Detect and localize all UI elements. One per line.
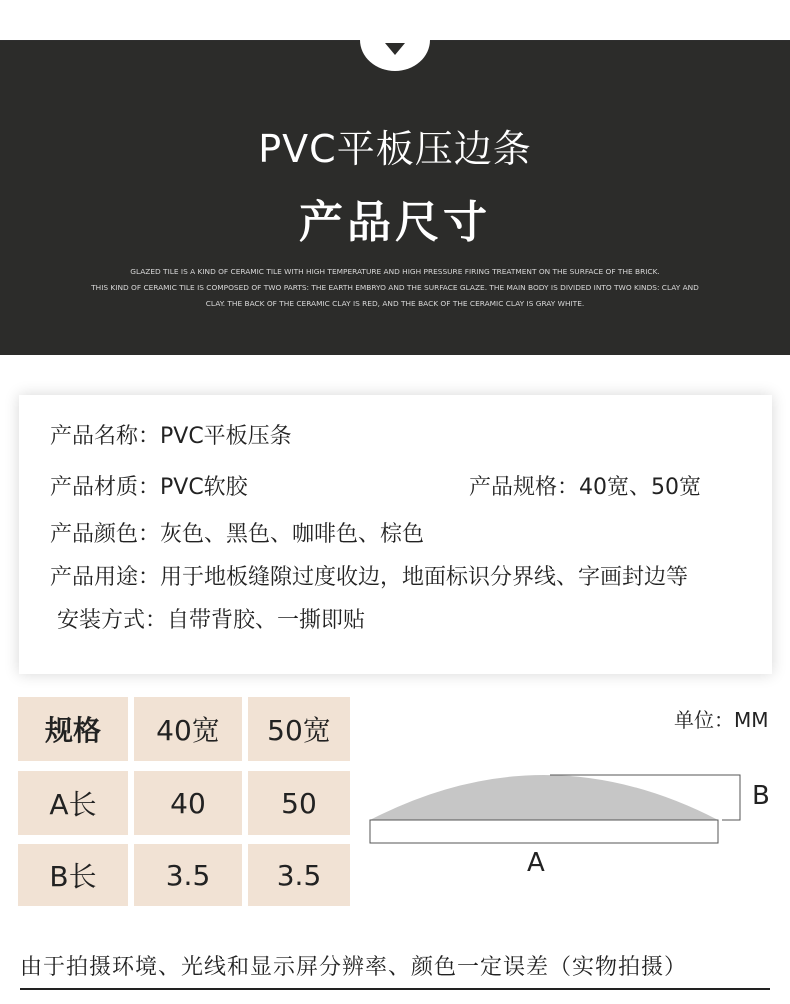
product-material-text: 产品材质：PVC软胶 bbox=[50, 475, 248, 500]
spec-row-label: B长 bbox=[18, 844, 128, 906]
chevron-down-icon bbox=[385, 43, 405, 55]
description-line: GLAZED TILE IS A KIND OF CERAMIC TILE WITH HIGH TEMPERATURE AND HIGH PRESSURE FIRING TREATMENT ON THE SURFACE OF THE BRICK. bbox=[130, 267, 660, 276]
install-method-text: 安装方式：自带背胶、一撕即贴 bbox=[57, 608, 366, 633]
profile-cross-section bbox=[370, 775, 718, 820]
spec-header-cell: 50宽 bbox=[248, 697, 350, 761]
dimension-b-label: B bbox=[752, 781, 770, 811]
product-name-text: 产品名称：PVC平板压条 bbox=[50, 424, 292, 449]
dimension-a-label: A bbox=[527, 848, 545, 878]
section-heading: 产品尺寸 bbox=[299, 197, 491, 248]
product-title: PVC平板压边条 bbox=[258, 127, 532, 171]
spec-cell: 50 bbox=[248, 771, 350, 835]
product-usage-text: 产品用途：用于地板缝隙过度收边，地面标识分界线、字画封边等 bbox=[50, 565, 689, 590]
spec-cell: 40 bbox=[134, 771, 242, 835]
profile-base bbox=[370, 820, 718, 843]
product-info-card bbox=[19, 395, 772, 674]
product-color-text: 产品颜色：灰色、黑色、咖啡色、棕色 bbox=[50, 522, 425, 547]
spec-header-cell: 规格 bbox=[18, 697, 128, 761]
spec-cell: 3.5 bbox=[134, 844, 242, 906]
product-spec-text: 产品规格：40宽、50宽 bbox=[469, 475, 701, 500]
description-line: CLAY. THE BACK OF THE CERAMIC CLAY IS RED, AND THE BACK OF THE CERAMIC CLAY IS GRAY WHITE. bbox=[205, 299, 585, 308]
notch-circle bbox=[360, 9, 430, 71]
profile-diagram bbox=[360, 760, 780, 890]
footer-note: 由于拍摄环境、光线和显示屏分辨率、颜色一定误差（实物拍摄） bbox=[20, 955, 688, 980]
description-line: THIS KIND OF CERAMIC TILE IS COMPOSED OF TWO PARTS: THE EARTH EMBRYO AND THE SURFACE GLAZE. THE MAIN BODY IS DIVIDED INTO TWO KINDS: CLAY AND bbox=[91, 283, 699, 292]
spec-header-cell: 40宽 bbox=[134, 697, 242, 761]
hero-description bbox=[60, 264, 730, 312]
spec-row-label: A长 bbox=[18, 771, 128, 835]
footer-divider bbox=[20, 988, 770, 990]
spec-cell: 3.5 bbox=[248, 844, 350, 906]
unit-label: 单位：MM bbox=[674, 708, 769, 732]
